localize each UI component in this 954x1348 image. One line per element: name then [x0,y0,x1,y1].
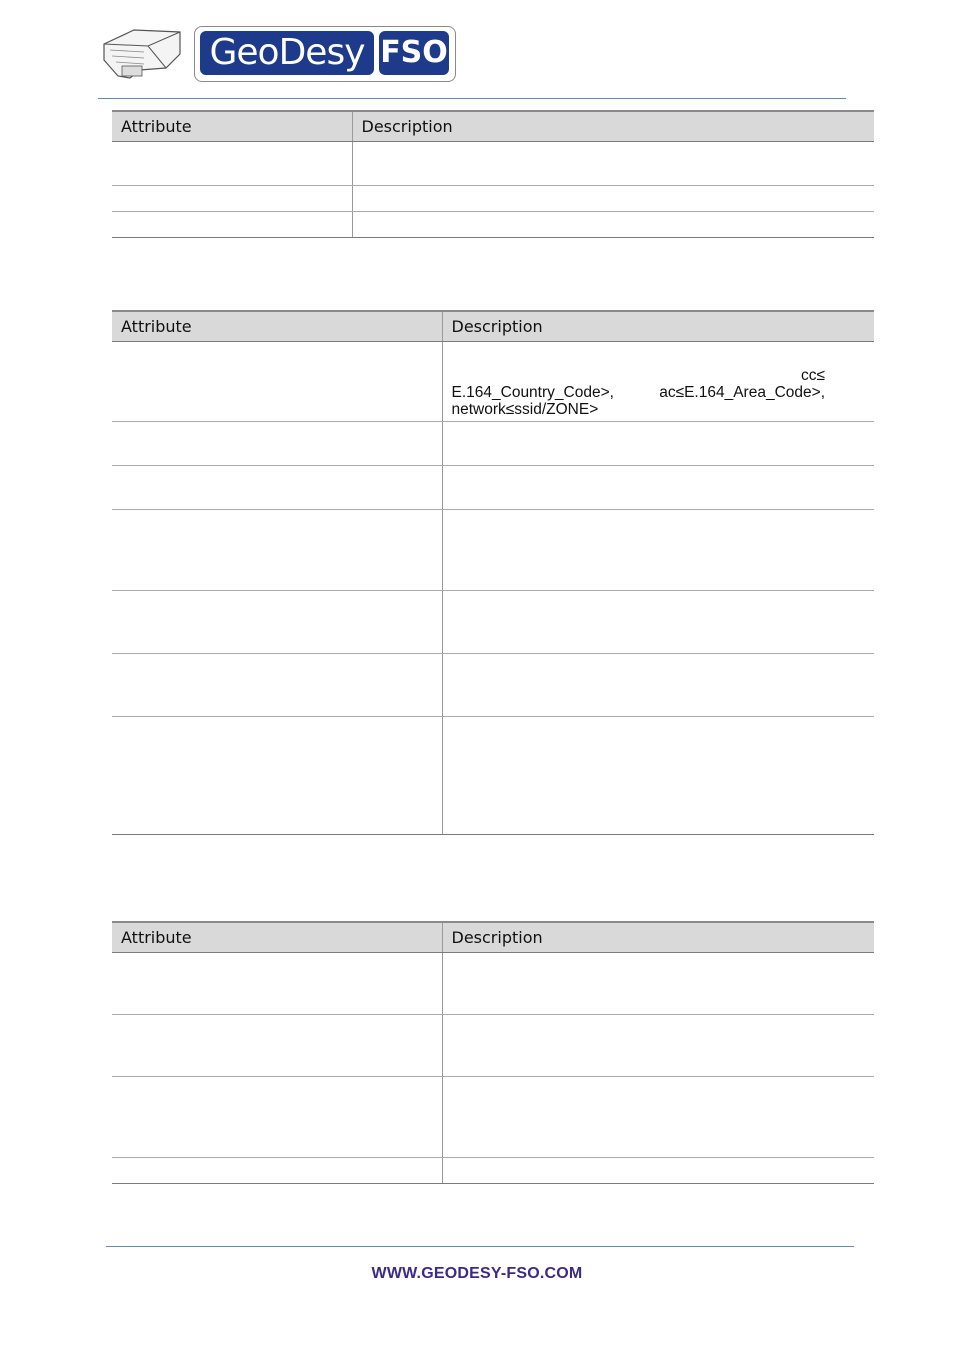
attribute-cell [112,342,442,422]
attribute-cell [112,212,352,238]
description-column-header: Description [442,311,874,342]
description-cell [442,510,874,591]
attribute-cell [112,422,442,466]
description-cell [442,953,874,1015]
attribute-cell [112,186,352,212]
description-text: E.164_Country_Code>, [451,384,614,401]
table-row [112,1158,874,1184]
description-cell [442,1015,874,1077]
description-cell [442,466,874,510]
table-row [112,1077,874,1158]
table-row [112,342,874,422]
attribute-table-1 [112,110,874,238]
description-text: network≤ssid/ZONE> [451,401,599,418]
table-header-row [112,922,874,953]
description-cell [442,422,874,466]
attribute-cell [112,466,442,510]
attribute-column-header: Attribute [112,111,352,142]
logo-brand-word: GeoDesy [200,31,374,75]
description-cell [352,142,874,186]
description-cell [442,1077,874,1158]
description-cell [442,717,874,835]
table-row [112,1015,874,1077]
attribute-table-2 [112,310,874,835]
company-logo [100,24,460,84]
table-header-row [112,111,874,142]
description-text: cc≤ [800,367,825,384]
attribute-cell [112,1015,442,1077]
table-row [112,466,874,510]
logo-badge [194,26,456,82]
table-row [112,510,874,591]
attribute-cell [112,591,442,654]
attribute-cell [112,510,442,591]
fso-camera-icon [100,24,184,84]
table-row [112,422,874,466]
table-row [112,953,874,1015]
table-row [112,142,874,186]
attribute-cell [112,1077,442,1158]
attribute-cell [112,953,442,1015]
logo-brand-tag: FSO [379,31,449,75]
attribute-cell [112,142,352,186]
attribute-cell [112,1158,442,1184]
header-divider [98,98,846,99]
description-cell [442,342,874,422]
description-text: ac≤E.164_Area_Code>, [659,384,825,401]
description-column-header: Description [352,111,874,142]
table-row [112,186,874,212]
attribute-cell [112,654,442,717]
description-cell [352,212,874,238]
attribute-table-3 [112,921,874,1184]
description-cell [442,591,874,654]
footer-divider [106,1246,854,1247]
attribute-cell [112,717,442,835]
description-cell [442,1158,874,1184]
attribute-column-header: Attribute [112,311,442,342]
description-cell [442,654,874,717]
table-row [112,717,874,835]
table-row [112,654,874,717]
table-row [112,591,874,654]
table-row [112,212,874,238]
table-header-row [112,311,874,342]
description-column-header: Description [442,922,874,953]
footer-website-link[interactable]: WWW.GEODESY-FSO.COM [371,1265,583,1282]
description-cell [352,186,874,212]
attribute-column-header: Attribute [112,922,442,953]
